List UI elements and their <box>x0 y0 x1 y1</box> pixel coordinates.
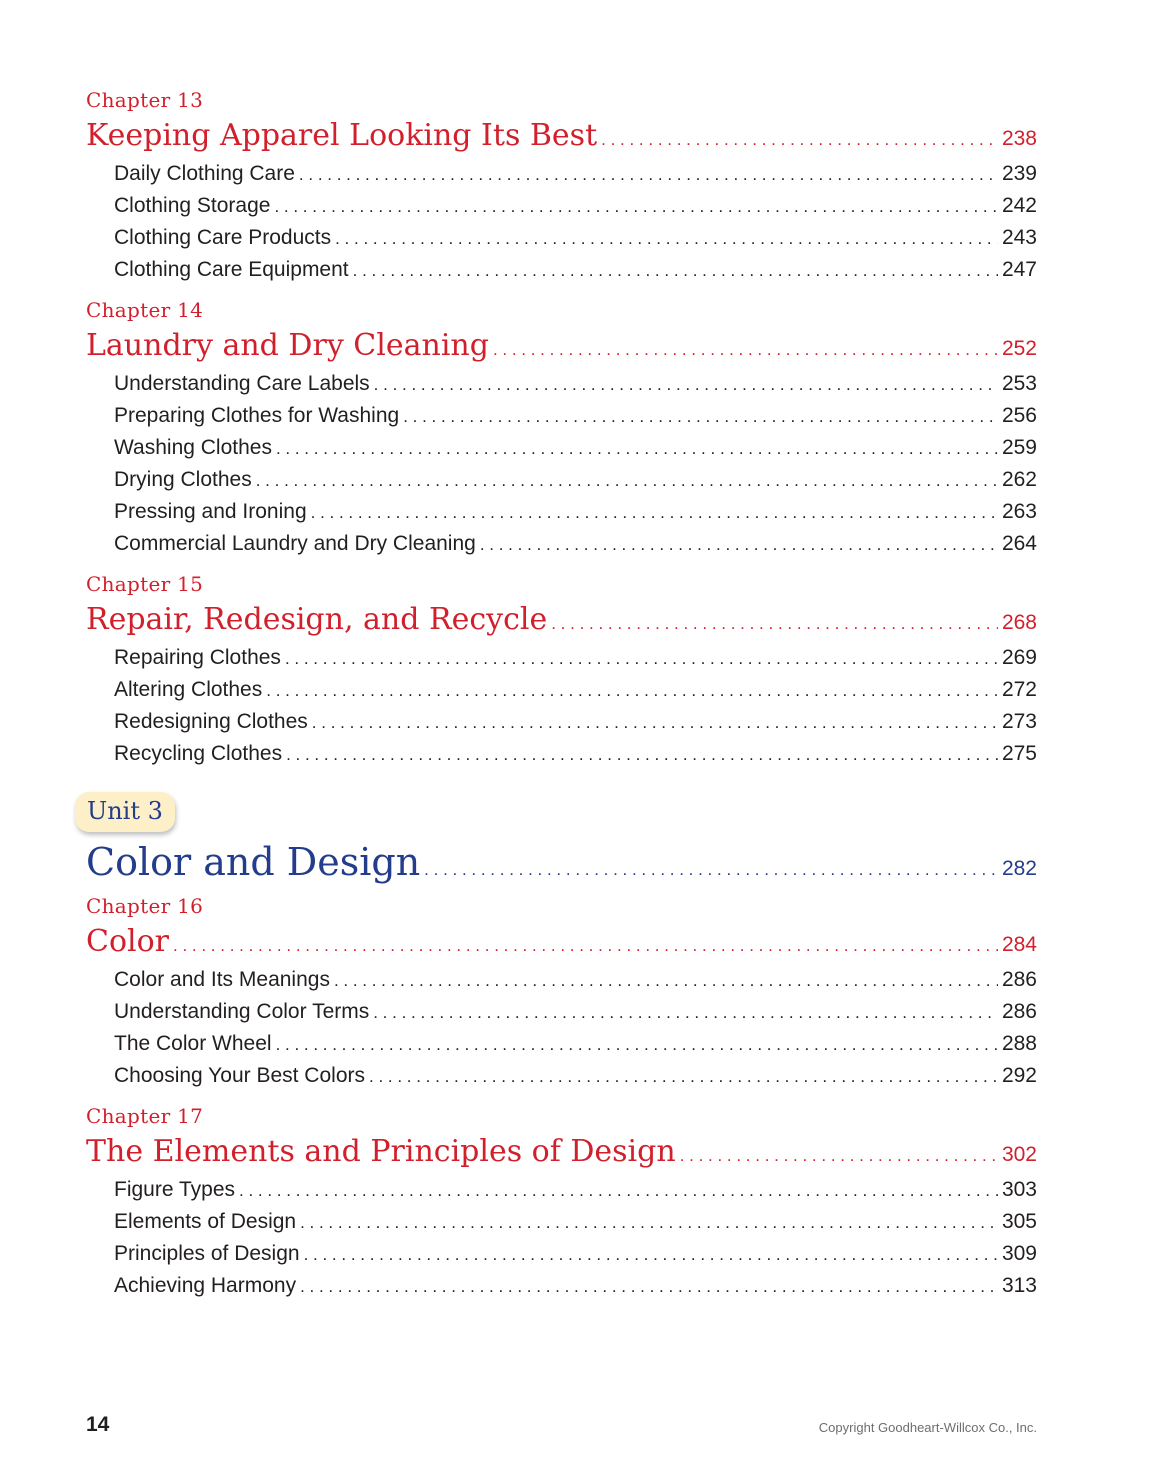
dot-leader <box>353 255 998 286</box>
page-number: 256 <box>1001 404 1037 427</box>
chapter-title-row[interactable] <box>86 114 1037 158</box>
dot-leader <box>335 223 998 254</box>
dot-leader <box>300 1207 998 1238</box>
dot-leader <box>276 433 998 464</box>
section-row[interactable] <box>86 996 1037 1028</box>
page-number: 264 <box>1001 532 1037 555</box>
page-number: 275 <box>1001 742 1037 765</box>
section-title: Commercial Laundry and Dry Cleaning <box>114 532 476 555</box>
chapter-label: Chapter 15 <box>86 572 204 596</box>
footer-page-number: 14 <box>86 1413 110 1436</box>
page-number: 286 <box>1001 968 1037 991</box>
section-title: Achieving Harmony <box>114 1274 297 1297</box>
page-number: 238 <box>1001 127 1037 150</box>
section-title: Figure Types <box>114 1178 236 1201</box>
page-number: 242 <box>1001 194 1037 217</box>
dot-leader <box>266 675 998 706</box>
chapter-title-row[interactable] <box>86 598 1037 642</box>
dot-leader <box>173 924 998 964</box>
section-row[interactable] <box>86 738 1037 770</box>
dot-leader <box>601 118 998 158</box>
unit-title: Color and Design <box>86 840 421 884</box>
page-number: 269 <box>1001 646 1037 669</box>
page-number: 247 <box>1001 258 1037 281</box>
section-title: Repairing Clothes <box>114 646 281 669</box>
dot-leader <box>374 369 998 400</box>
section-row[interactable] <box>86 674 1037 706</box>
dot-leader <box>311 497 998 528</box>
page-number: 253 <box>1001 372 1037 395</box>
dot-leader <box>256 465 998 496</box>
chapter-title-row[interactable] <box>86 1130 1037 1174</box>
section-row[interactable] <box>86 706 1037 738</box>
chapter-title: The Elements and Principles of Design <box>86 1134 676 1169</box>
section-title: Understanding Color Terms <box>114 1000 370 1023</box>
section-title: Altering Clothes <box>114 678 263 701</box>
dot-leader <box>373 997 998 1028</box>
section-row[interactable] <box>86 190 1037 222</box>
chapter-label: Chapter 16 <box>86 894 204 918</box>
dot-leader <box>334 965 998 996</box>
section-row[interactable] <box>86 964 1037 996</box>
chapter-17 <box>86 1102 1037 1302</box>
section-title: Drying Clothes <box>114 468 252 491</box>
unit-3 <box>86 792 1037 888</box>
page-number: 252 <box>1001 337 1037 360</box>
page-number: 288 <box>1001 1032 1037 1055</box>
section-title: Daily Clothing Care <box>114 162 295 185</box>
dot-leader <box>403 401 998 432</box>
section-row[interactable] <box>86 496 1037 528</box>
page-number: 273 <box>1001 710 1037 733</box>
section-row[interactable] <box>86 528 1037 560</box>
chapter-15 <box>86 570 1037 770</box>
chapter-title: Repair, Redesign, and Recycle <box>86 602 548 637</box>
dot-leader <box>239 1175 998 1206</box>
unit-title-row[interactable] <box>86 836 1037 888</box>
section-row[interactable] <box>86 1028 1037 1060</box>
section-row[interactable] <box>86 1270 1037 1302</box>
section-title: Clothing Storage <box>114 194 271 217</box>
page-number: 282 <box>1001 857 1037 880</box>
dot-leader <box>274 191 998 222</box>
dot-leader <box>369 1061 998 1092</box>
section-row[interactable] <box>86 1206 1037 1238</box>
section-row[interactable] <box>86 368 1037 400</box>
section-title: Recycling Clothes <box>114 742 283 765</box>
page-number: 262 <box>1001 468 1037 491</box>
footer-copyright: Copyright Goodheart-Willcox Co., Inc. <box>818 1420 1037 1435</box>
section-title: The Color Wheel <box>114 1032 272 1055</box>
section-title: Washing Clothes <box>114 436 272 459</box>
section-row[interactable] <box>86 400 1037 432</box>
page-number: 284 <box>1001 933 1037 956</box>
page-number: 272 <box>1001 678 1037 701</box>
chapter-title-row[interactable] <box>86 324 1037 368</box>
section-title: Clothing Care Products <box>114 226 332 249</box>
section-row[interactable] <box>86 1238 1037 1270</box>
chapter-label: Chapter 14 <box>86 298 204 322</box>
dot-leader <box>424 844 998 888</box>
page-number: 302 <box>1001 1143 1037 1166</box>
section-row[interactable] <box>86 1060 1037 1092</box>
dot-leader <box>285 643 998 674</box>
dot-leader <box>551 602 998 642</box>
dot-leader <box>299 159 998 190</box>
page-number: 243 <box>1001 226 1037 249</box>
chapter-16 <box>86 892 1037 1092</box>
page-number: 303 <box>1001 1178 1037 1201</box>
chapter-label: Chapter 17 <box>86 1104 204 1128</box>
section-title: Redesigning Clothes <box>114 710 308 733</box>
dot-leader <box>304 1239 998 1270</box>
dot-leader <box>276 1029 998 1060</box>
chapter-title: Keeping Apparel Looking Its Best <box>86 118 598 153</box>
page-number: 309 <box>1001 1242 1037 1265</box>
chapter-title-row[interactable] <box>86 920 1037 964</box>
section-title: Clothing Care Equipment <box>114 258 349 281</box>
chapter-title: Color <box>86 924 170 959</box>
section-row[interactable] <box>86 1174 1037 1206</box>
section-title: Elements of Design <box>114 1210 297 1233</box>
page-number: 263 <box>1001 500 1037 523</box>
dot-leader <box>493 328 998 368</box>
section-row[interactable] <box>86 254 1037 286</box>
dot-leader <box>286 739 998 770</box>
section-title: Understanding Care Labels <box>114 372 370 395</box>
table-of-contents <box>86 86 1037 1312</box>
section-title: Pressing and Ironing <box>114 500 307 523</box>
unit-badge: Unit 3 <box>75 792 175 832</box>
section-row[interactable] <box>86 158 1037 190</box>
chapter-title: Laundry and Dry Cleaning <box>86 328 489 363</box>
section-row[interactable] <box>86 432 1037 464</box>
section-title: Principles of Design <box>114 1242 300 1265</box>
dot-leader <box>480 529 998 560</box>
page-number: 292 <box>1001 1064 1037 1087</box>
chapter-13 <box>86 86 1037 286</box>
section-row[interactable] <box>86 642 1037 674</box>
page-number: 268 <box>1001 611 1037 634</box>
section-row[interactable] <box>86 222 1037 254</box>
dot-leader <box>312 707 998 738</box>
page-number: 313 <box>1001 1274 1037 1297</box>
section-title: Choosing Your Best Colors <box>114 1064 365 1087</box>
section-row[interactable] <box>86 464 1037 496</box>
dot-leader <box>300 1271 998 1302</box>
page-number: 305 <box>1001 1210 1037 1233</box>
section-title: Preparing Clothes for Washing <box>114 404 400 427</box>
dot-leader <box>680 1134 998 1174</box>
chapter-14 <box>86 296 1037 560</box>
chapter-label: Chapter 13 <box>86 88 204 112</box>
section-title: Color and Its Meanings <box>114 968 330 991</box>
page-number: 239 <box>1001 162 1037 185</box>
page-number: 286 <box>1001 1000 1037 1023</box>
page-number: 259 <box>1001 436 1037 459</box>
